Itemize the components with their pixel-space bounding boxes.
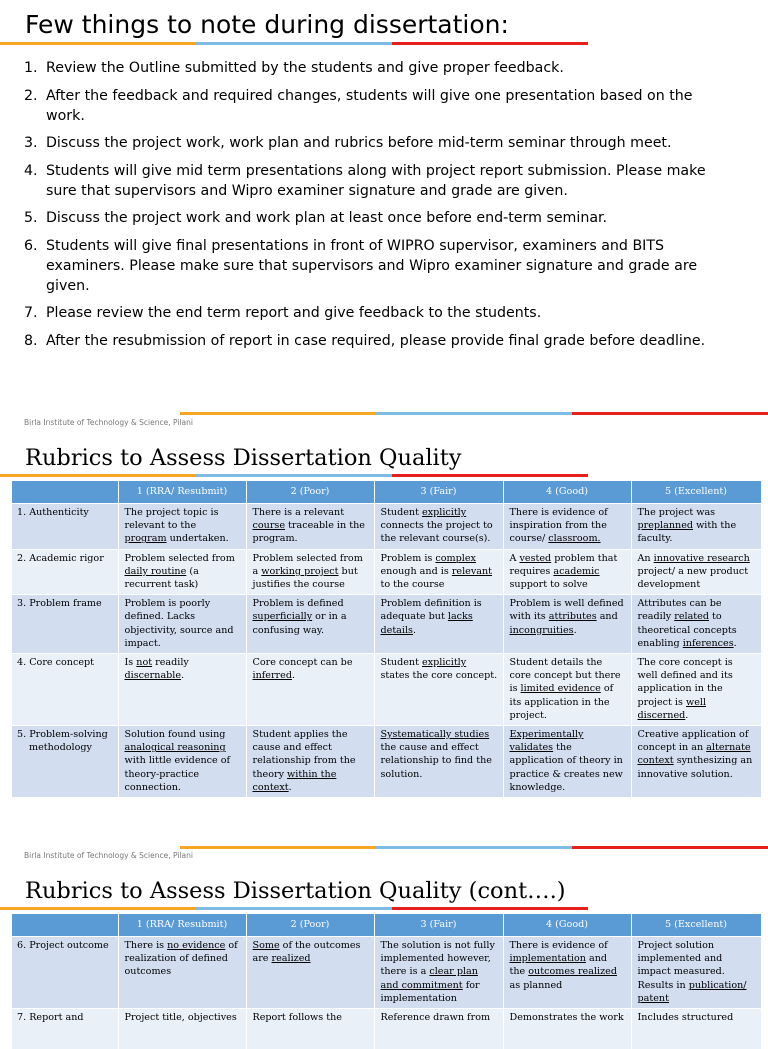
table-cell: Problem is complex enough and is relevant to the course	[374, 549, 503, 595]
table-cell: Problem definition is adequate but lacks details.	[374, 595, 503, 654]
list-item-number: 5.	[24, 210, 38, 226]
criterion-cell: 3. Problem frame	[12, 595, 118, 654]
table-cell: There is no evidence of realization of defined outcomes	[118, 937, 246, 1009]
table-cell: Solution found using analogical reasoning with little evidence of theory-practice connection.	[118, 726, 246, 798]
notes-list	[24, 58, 724, 358]
list-item	[24, 236, 724, 296]
table-cell: Systematically studies the cause and effect relationship to find the solution.	[374, 726, 503, 798]
criterion-cell: 4. Core concept	[12, 654, 118, 726]
column-header: 3 (Fair)	[374, 914, 503, 937]
table-cell: The solution is not fully implemented however, there is a clear plan and commitment for implementation	[374, 937, 503, 1009]
list-item-text: Discuss the project work, work plan and rubrics before mid-term seminar through meet.	[46, 135, 672, 151]
footer-institute-text: Birla Institute of Technology & Science, Pilani	[24, 851, 193, 860]
list-item-number: 3.	[24, 135, 38, 151]
table-cell: Student applies the cause and effect relationship from the theory within the context.	[246, 726, 374, 798]
list-item	[24, 331, 724, 351]
table-cell: There is evidence of implementation and the outcomes realized as planned	[503, 937, 631, 1009]
table-cell: The core concept is well defined and its application in the project is well discerned.	[631, 654, 761, 726]
table-cell: Student details the core concept but there is limited evidence of its application in the project.	[503, 654, 631, 726]
table-cell: Problem selected from daily routine (a recurrent task)	[118, 549, 246, 595]
table-cell: There is a relevant course traceable in the program.	[246, 504, 374, 550]
list-item	[24, 303, 724, 323]
table-cell: An innovative research project/ a new product development	[631, 549, 761, 595]
table-cell: Problem is poorly defined. Lacks objectivity, source and impact.	[118, 595, 246, 654]
column-header: 4 (Good)	[503, 481, 631, 504]
criterion-cell: 5. Problem-solving methodology	[12, 726, 118, 798]
slide3-title: Rubrics to Assess Dissertation Quality (cont….)	[25, 878, 566, 904]
table-header-row	[12, 914, 761, 937]
table-cell: The project topic is relevant to the program undertaken.	[118, 504, 246, 550]
list-item-text: Review the Outline submitted by the students and give proper feedback.	[46, 60, 564, 76]
footer-institute-text: Birla Institute of Technology & Science, Pilani	[24, 418, 193, 427]
list-item	[24, 58, 724, 78]
table-cell: Project solution implemented and impact measured. Results in publication/ patent	[631, 937, 761, 1009]
criterion-cell: 7. Report and	[12, 1009, 118, 1049]
list-item-text: Discuss the project work and work plan at least once before end-term seminar.	[46, 210, 608, 226]
table-row	[12, 504, 761, 550]
table-cell: A vested problem that requires academic support to solve	[503, 549, 631, 595]
list-item-number: 4.	[24, 162, 38, 179]
table-cell: The project was preplanned with the faculty.	[631, 504, 761, 550]
slide1-title: Few things to note during dissertation:	[25, 10, 509, 39]
criterion-cell: 1. Authenticity	[12, 504, 118, 550]
table-cell: Project title, objectives	[118, 1009, 246, 1049]
table-cell: Experimentally validates the application of theory in practice & creates new knowledge.	[503, 726, 631, 798]
table-row	[12, 654, 761, 726]
table-cell: Student explicitly states the core concept.	[374, 654, 503, 726]
column-header: 3 (Fair)	[374, 481, 503, 504]
table-cell: Demonstrates the work	[503, 1009, 631, 1049]
criterion-cell: 6. Project outcome	[12, 937, 118, 1009]
table-row	[12, 1009, 761, 1049]
column-header: 2 (Poor)	[246, 481, 374, 504]
list-item	[24, 161, 724, 201]
table-cell: There is evidence of inspiration from the course/ classroom.	[503, 504, 631, 550]
table-cell: Creative application of concept in an alternate context synthesizing an innovative solution.	[631, 726, 761, 798]
column-header: 4 (Good)	[503, 914, 631, 937]
column-header: 5 (Excellent)	[631, 481, 761, 504]
footer-divider-accent	[180, 846, 768, 849]
criterion-cell: 2. Academic rigor	[12, 549, 118, 595]
list-item-text: After the feedback and required changes, students will give one presentation based on the work.	[46, 87, 693, 124]
list-item-number: 8.	[24, 332, 38, 349]
list-item-number: 6.	[24, 237, 38, 254]
rubric-table	[12, 481, 762, 797]
list-item	[24, 86, 724, 126]
table-row	[12, 937, 761, 1009]
rubric-table-continued	[12, 914, 762, 1049]
list-item-number: 7.	[24, 305, 38, 321]
table-cell: Is not readily discernable.	[118, 654, 246, 726]
table-cell: Student explicitly connects the project to the relevant course(s).	[374, 504, 503, 550]
column-header: 2 (Poor)	[246, 914, 374, 937]
footer-divider-accent	[180, 412, 768, 415]
list-item	[24, 208, 724, 228]
title-underline-accent	[0, 907, 588, 910]
list-item	[24, 133, 724, 153]
table-header-row	[12, 481, 761, 504]
table-cell: Includes structured	[631, 1009, 761, 1049]
list-item-text: Please review the end term report and give feedback to the students.	[46, 305, 542, 321]
table-cell: Problem is well defined with its attributes and incongruities.	[503, 595, 631, 654]
column-header: 5 (Excellent)	[631, 914, 761, 937]
column-header	[12, 481, 118, 504]
column-header: 1 (RRA/ Resubmit)	[118, 481, 246, 504]
table-cell: Attributes can be readily related to theoretical concepts enabling inferences.	[631, 595, 761, 654]
table-cell: Reference drawn from	[374, 1009, 503, 1049]
list-item-number: 2.	[24, 87, 38, 104]
table-row	[12, 595, 761, 654]
title-underline-accent	[0, 474, 588, 477]
column-header	[12, 914, 118, 937]
slide2-title: Rubrics to Assess Dissertation Quality	[25, 445, 462, 471]
table-cell: Problem selected from a working project but justifies the course	[246, 549, 374, 595]
list-item-text: Students will give mid term presentations along with project report submission. Please make sure that supervisors and Wipro examiner signature and grade are given.	[46, 162, 706, 199]
column-header: 1 (RRA/ Resubmit)	[118, 914, 246, 937]
list-item-number: 1.	[24, 60, 38, 76]
table-cell: Problem is defined superficially or in a confusing way.	[246, 595, 374, 654]
table-cell: Core concept can be inferred.	[246, 654, 374, 726]
list-item-text: After the resubmission of report in case required, please provide final grade before deadline.	[46, 332, 706, 349]
table-cell: Report follows the	[246, 1009, 374, 1049]
table-row	[12, 726, 761, 798]
table-cell: Some of the outcomes are realized	[246, 937, 374, 1009]
table-row	[12, 549, 761, 595]
list-item-text: Students will give final presentations in front of WIPRO supervisor, examiners and BITS examiners. Please make sure that supervisors and Wipro examiner signature and grade are given.	[46, 237, 698, 294]
title-underline-accent	[0, 42, 588, 45]
